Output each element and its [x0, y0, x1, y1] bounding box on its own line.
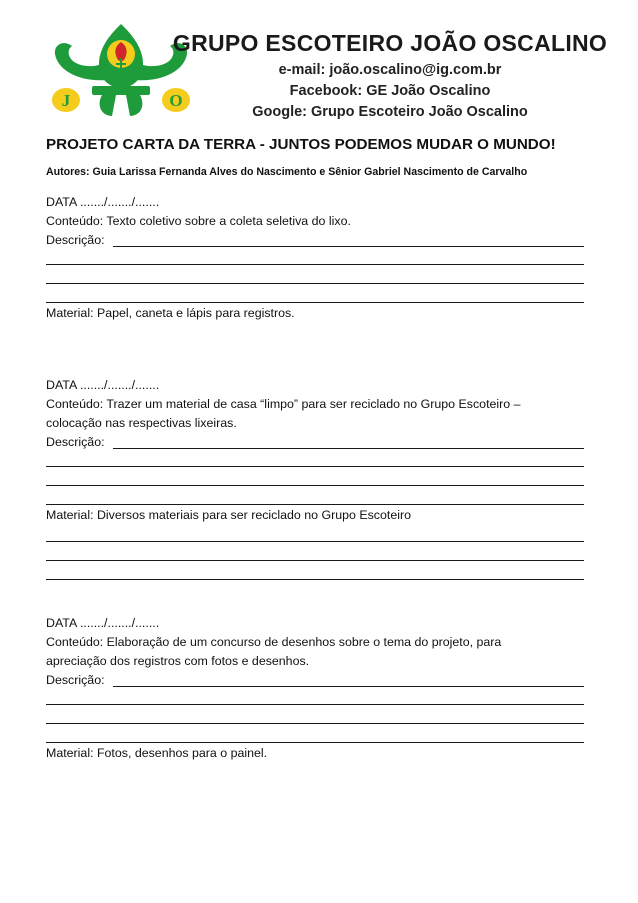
logo-band [92, 86, 150, 95]
entry-1-description-rule [113, 246, 584, 247]
entry-3-content: Conteúdo: Elaboração de um concurso de desenhos sobre o tema do projeto, para [46, 635, 502, 649]
entry-1-rule-3 [46, 283, 584, 284]
entry-1-rule-2 [46, 264, 584, 265]
contact-facebook: Facebook: GE João Oscalino [289, 83, 491, 99]
entry-2-rule-6 [46, 560, 584, 561]
logo-letter-j: J [61, 91, 71, 110]
entry-3-description-rule [113, 686, 584, 687]
entry-3-description-label: Descrição: [46, 673, 105, 687]
entry-2-material: Material: Diversos materiais para ser reciclado no Grupo Escoteiro [46, 508, 411, 522]
entry-3-rule-3 [46, 723, 584, 724]
entry-3-date: DATA ......./......./....... [46, 616, 160, 630]
entry-1-rule-4 [46, 302, 584, 303]
contact-email: e-mail: joão.oscalino@ig.com.br [278, 62, 502, 78]
entry-2-date: DATA ......./......./....... [46, 378, 160, 392]
entry-3-material: Material: Fotos, desenhos para o painel. [46, 746, 268, 760]
entry-2-rule-2 [46, 466, 584, 467]
entry-2-content-cont: colocação nas respectivas lixeiras. [46, 416, 237, 430]
entry-2-rule-3 [46, 485, 584, 486]
entry-2-description-label: Descrição: [46, 435, 105, 449]
entry-1-description-label: Descrição: [46, 233, 105, 247]
project-title: PROJETO CARTA DA TERRA - JUNTOS PODEMOS MUDAR O MUNDO! [46, 136, 556, 153]
logo-letter-o: O [169, 91, 183, 110]
organization-name: GRUPO ESCOTEIRO JOÃO OSCALINO [172, 30, 608, 56]
entry-3-rule-2 [46, 704, 584, 705]
entry-2-rule-7 [46, 579, 584, 580]
entry-1-content: Conteúdo: Texto coletivo sobre a coleta seletiva do lixo. [46, 214, 351, 228]
entry-2-rule-4 [46, 504, 584, 505]
entry-1-date: DATA ......./......./....... [46, 195, 160, 209]
entry-3-content-cont: apreciação dos registros com fotos e desenhos. [46, 654, 310, 668]
authors-line: Autores: Guia Larissa Fernanda Alves do Nascimento e Sênior Gabriel Nascimento de Carvalho [46, 166, 528, 178]
entry-3-rule-4 [46, 742, 584, 743]
entry-1-material: Material: Papel, caneta e lápis para registros. [46, 306, 295, 320]
entry-2-rule-5 [46, 541, 584, 542]
entry-2-content: Conteúdo: Trazer um material de casa “limpo” para ser reciclado no Grupo Escoteiro – [46, 397, 521, 411]
entry-2-description-rule [113, 448, 584, 449]
contact-google: Google: Grupo Escoteiro João Oscalino [252, 104, 528, 120]
logo-left-petal [55, 43, 106, 80]
